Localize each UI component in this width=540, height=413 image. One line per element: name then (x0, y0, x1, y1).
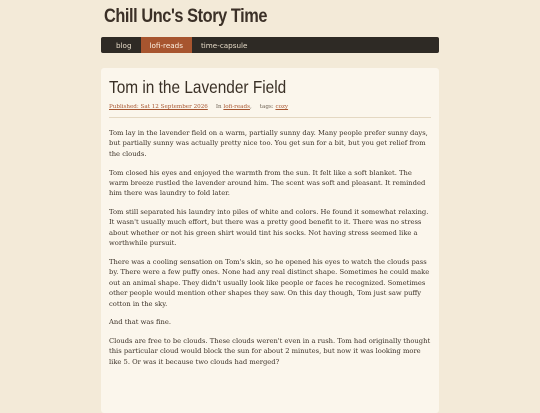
post-body (109, 128, 431, 367)
published-date-link[interactable]: Published: Sat 12 September 2026 (109, 104, 208, 110)
category-prefix: In (215, 104, 222, 110)
post-paragraph: And that was fine. (109, 318, 172, 327)
post-paragraph: Tom lay in the lavender field on a warm, partially sunny day. Many people prefer sunny days, but partially sunny was actually pretty nice too. You get sun for a bit, but you get relief from the clouds. (109, 129, 428, 158)
tags-prefix: tags: (259, 104, 274, 110)
post-paragraph: Tom still separated his laundry into piles of white and colors. He found it somewhat relaxing. It wasn't usually much effort, but there was a pretty good benefit to it. There was no stress about whether or not his green shirt would tint his socks. Not having stress seemed like a worthwhile pursuit. (109, 208, 429, 248)
post-paragraph: There was a cooling sensation on Tom's skin, so he opened his eyes to watch the clouds pass by. There were a few puffy ones. None had any real distinct shape. Sometimes he could make out an animal shape. They didn't usually look like people or faces he recognized. Sometimes other people would mention other shapes they saw. On this day though, Tom just saw puffy cotton in the sky. (109, 257, 430, 308)
post-meta (109, 104, 431, 118)
post-title: Tom in the Lavender Field (109, 77, 287, 97)
category-link[interactable]: lofi-reads (223, 104, 250, 110)
nav-item-blog[interactable]: blog (116, 40, 132, 50)
meta-separator: , (249, 104, 252, 110)
tag-link-cozy[interactable]: cozy (275, 104, 289, 110)
nav-item-lofi-reads[interactable]: lofi-reads (141, 37, 192, 53)
site-header (104, 6, 294, 28)
nav-bar (101, 37, 439, 53)
post-paragraph: Tom closed his eyes and enjoyed the warmth from the sun. It felt like a soft blanket. The warm breeze rustled the lavender around him. The scent was soft and pleasant. It reminded him there was laundry to fold later. (109, 168, 426, 198)
nav-item-time-capsule[interactable]: time-capsule (200, 40, 248, 50)
site-title[interactable]: Chill Unc's Story Time (104, 6, 268, 27)
post-paragraph: Clouds are free to be clouds. These clouds weren't even in a rush. Tom had originally thought this particular cloud would block the sun for about 2 minutes, but now it was looking more like 5. Or was it because two clouds had merged? (109, 336, 431, 366)
article-card (101, 68, 439, 413)
